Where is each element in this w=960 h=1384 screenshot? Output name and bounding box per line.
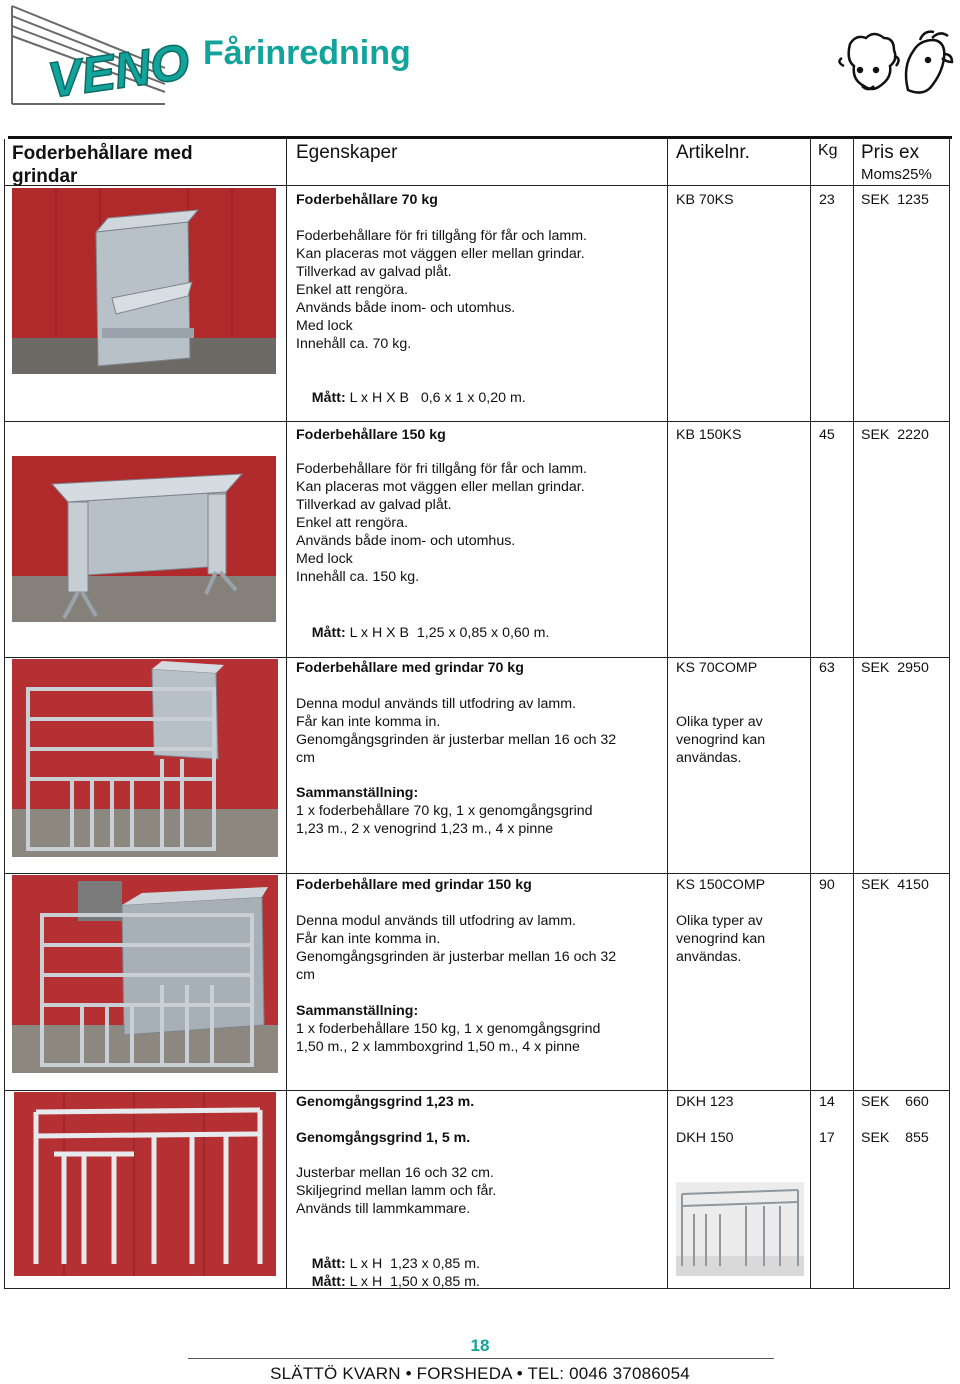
row1-weight: 23 [819,192,835,208]
row4-composition-label: Sammanställning: [296,1003,419,1019]
row5-weight-2: 17 [819,1130,835,1146]
logo-text: VENO [44,33,193,109]
row2-article-number: KB 150KS [676,427,742,443]
sheep-and-goat-icon [836,30,956,102]
footer-contact: SLÄTTÖ KVARN • FORSHEDA • TEL: 0046 37086054 [270,1364,690,1383]
row4-price: SEK 4150 [861,877,929,893]
row3-article-number: KS 70COMP [676,660,758,676]
col-header-product: Foderbehållare med grindar [12,143,193,187]
footer-divider [188,1358,774,1359]
col-header-price: Pris ex [861,142,920,163]
row5-dimensions-label-1: Mått: [311,1256,346,1272]
row3-description: Denna modul används till utfodring av lamm. Får kan inte komma in. Genomgångsgrinden är justerbar mellan 16 och 32 cm [296,696,617,766]
table-border-left [4,139,5,1289]
row5-product-name-1: Genomgångsgrind 1,23 m. [296,1094,475,1110]
row4-description: Denna modul används till utfodring av lamm. Får kan inte komma in. Genomgångsgrinden är justerbar mellan 16 och 32 cm [296,913,617,983]
row5-product-name-2: Genomgångsgrind 1, 5 m. [296,1130,471,1146]
row5-article-number-1: DKH 123 [676,1094,734,1110]
passage-gate-photo [14,1092,276,1276]
row2-description: Foderbehållare för fri tillgång för får och lamm. Kan placeras mot väggen eller mellan grindar. Tillverkad av galvad plåt. Enkel att rengöra. Används både inom- och utomhus. Med lock Innehåll ca. 150 kg. [296,461,587,585]
row2-dimensions-label: Mått: [311,625,346,641]
col-header-properties: Egenskaper [296,142,398,163]
column-divider [810,139,811,185]
row4-article-number: KS 150COMP [676,877,766,893]
row3-composition: 1 x foderbehållare 70 kg, 1 x genomgångsgrind 1,23 m., 2 x venogrind 1,23 m., 4 x pinne [296,803,593,837]
feeder-with-gates-70kg-photo [12,659,278,857]
table-border-right [949,139,950,1289]
row4-product-name: Foderbehållare med grindar 150 kg [296,877,532,893]
row2-dimensions [296,606,549,660]
row3-composition-label: Sammanställning: [296,785,419,801]
product-table [4,139,950,1289]
row1-article-number: KB 70KS [676,192,734,208]
row5-description: Justerbar mellan 16 och 32 cm. Skiljegrind mellan lamm och får. Används till lammkammare. [296,1165,497,1217]
column-divider [853,139,854,185]
col-header-price-sub: Moms25% [861,166,932,183]
veno-logo [10,4,193,109]
row4-weight: 90 [819,877,835,893]
row2-price: SEK 2220 [861,427,929,443]
row1-price: SEK 1235 [861,192,929,208]
column-divider [853,185,854,1289]
gate-small-photo [676,1182,804,1276]
feeder-70kg-photo [12,188,276,374]
page-number: 18 [470,1336,490,1355]
row1-product-name: Foderbehållare 70 kg [296,192,438,208]
row5-price-1: SEK 660 [861,1094,929,1110]
row4-composition: 1 x foderbehållare 150 kg, 1 x genomgångsgrind 1,50 m., 2 x lammboxgrind 1,50 m., 4 x pinne [296,1021,601,1055]
row3-price: SEK 2950 [861,660,929,676]
feeder-150kg-photo [12,456,276,622]
column-divider [667,139,668,185]
row3-product-name: Foderbehållare med grindar 70 kg [296,660,524,676]
row3-weight: 63 [819,660,835,676]
column-divider [286,185,287,1289]
col-header-kg: Kg [818,142,838,159]
row5-dimensions-label-2: Mått: [311,1274,346,1290]
column-divider [810,185,811,1289]
row-divider [4,873,950,874]
row5-dimensions-value-2: L x H 1,50 x 0,85 m. [345,1274,480,1290]
row2-weight: 45 [819,427,835,443]
feeder-with-gates-150kg-photo [12,875,278,1073]
page-title: Fårinredning [203,34,411,72]
row5-dimensions-2 [296,1255,480,1309]
row2-dimensions-value: L x H X B 1,25 x 0,85 x 0,60 m. [345,625,550,641]
column-divider [667,185,668,1289]
row5-weight-1: 14 [819,1094,835,1110]
row1-description: Foderbehållare för fri tillgång för får och lamm. Kan placeras mot väggen eller mellan grindar. Tillverkad av galvad plåt. Enkel att rengöra. Används både inom- och utomhus. Med lock Innehåll ca. 70 kg. [296,228,587,352]
row5-price-2: SEK 855 [861,1130,929,1146]
row5-article-number-2: DKH 150 [676,1130,734,1146]
row1-dimensions-value: L x H X B 0,6 x 1 x 0,20 m. [345,390,526,406]
row2-product-name: Foderbehållare 150 kg [296,427,446,443]
row5-dimensions-value-1: L x H 1,23 x 0,85 m. [345,1256,480,1272]
row1-dimensions [296,371,526,425]
row1-dimensions-label: Mått: [311,390,346,406]
col-header-article: Artikelnr. [676,142,750,163]
row3-note: Olika typer av venogrind kan användas. [676,714,766,766]
column-divider [286,139,287,185]
row-divider [4,1090,950,1091]
row4-note: Olika typer av venogrind kan användas. [676,913,766,965]
